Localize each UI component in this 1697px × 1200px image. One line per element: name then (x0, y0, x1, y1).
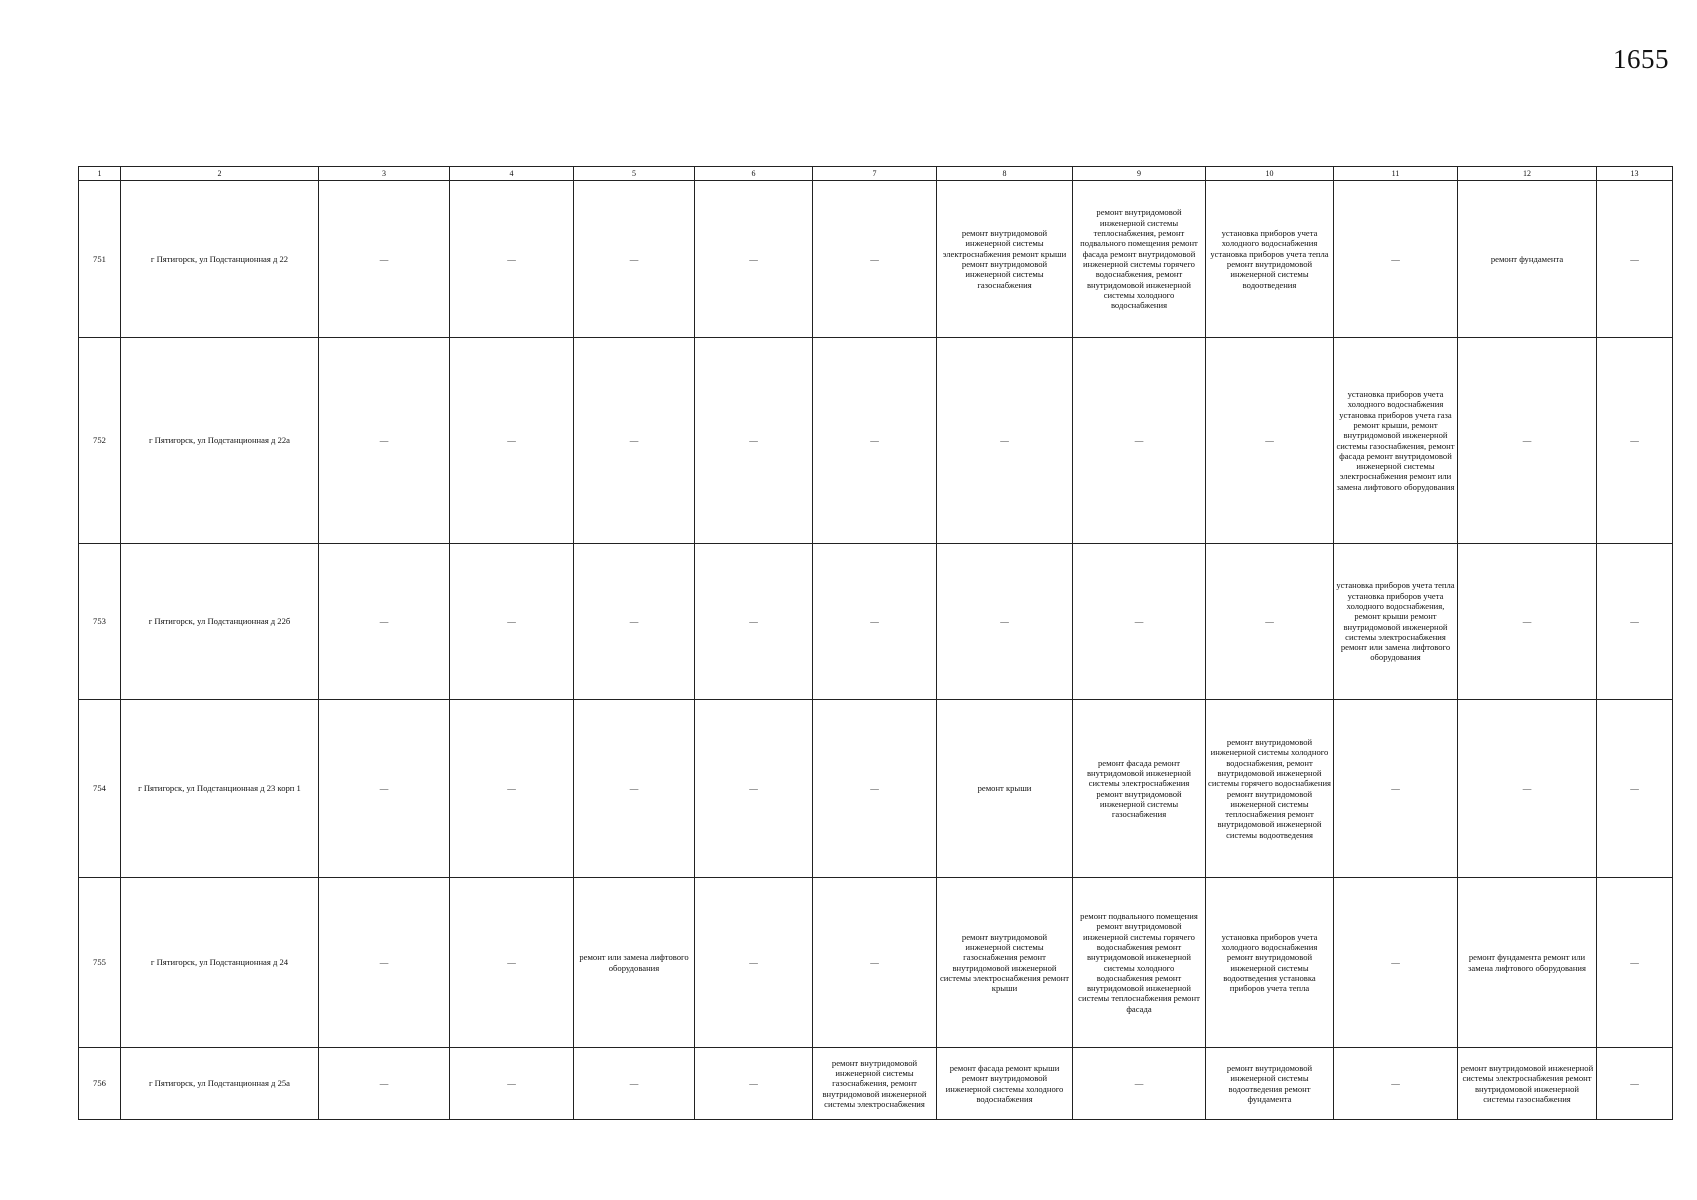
row-number: 751 (79, 181, 121, 338)
column-header: 1 (79, 167, 121, 181)
row-number: 755 (79, 878, 121, 1048)
table-cell: — (1597, 700, 1673, 878)
table-cell: ремонт внутридомовой инженерной системы газоснабжения, ремонт внутридомовой инженерной системы электроснабжения (813, 1048, 937, 1120)
table-cell: ремонт внутридомовой инженерной системы холодного водоснабжения, ремонт внутридомовой инженерной системы горячего водоснабжения ремонт внутридомовой инженерной системы теплоснабжения ремонт внутридомовой инженерной системы водоотведения (1206, 700, 1334, 878)
table-cell: ремонт фундамента ремонт или замена лифтового оборудования (1458, 878, 1597, 1048)
repair-schedule-table (78, 166, 1673, 1120)
table-cell: ремонт фасада ремонт крыши ремонт внутридомовой инженерной системы холодного водоснабжения (937, 1048, 1073, 1120)
column-number-row (79, 167, 1673, 181)
table-cell: — (574, 700, 695, 878)
table-cell: ремонт подвального помещения ремонт внутридомовой инженерной системы горячего водоснабжения ремонт внутридомовой инженерной системы холодного водоснабжения ремонт внутридомовой инженерной системы теплоснабжения ремонт фасада (1073, 878, 1206, 1048)
column-header: 10 (1206, 167, 1334, 181)
table-cell: — (1334, 700, 1458, 878)
table-cell: — (813, 700, 937, 878)
column-header: 12 (1458, 167, 1597, 181)
table-row (79, 338, 1673, 544)
table-row (79, 700, 1673, 878)
row-number: 753 (79, 544, 121, 700)
table-cell: — (574, 338, 695, 544)
row-number: 754 (79, 700, 121, 878)
table-cell: — (695, 1048, 813, 1120)
row-number: 752 (79, 338, 121, 544)
column-header: 6 (695, 167, 813, 181)
address-cell: г Пятигорск, ул Подстанционная д 22б (121, 544, 319, 700)
table-cell: — (1334, 1048, 1458, 1120)
table-cell: — (450, 544, 574, 700)
table-cell: — (1458, 338, 1597, 544)
column-header: 3 (319, 167, 450, 181)
table-cell: — (1597, 181, 1673, 338)
table-cell: — (1597, 544, 1673, 700)
table-cell: — (1458, 544, 1597, 700)
address-cell: г Пятигорск, ул Подстанционная д 23 корп 1 (121, 700, 319, 878)
table-cell: — (1206, 544, 1334, 700)
table-cell: — (1334, 878, 1458, 1048)
table-cell: — (450, 181, 574, 338)
table-cell: — (1206, 338, 1334, 544)
table-cell: — (695, 338, 813, 544)
table-cell: установка приборов учета холодного водоснабжения установка приборов учета газа ремонт крыши, ремонт внутридомовой инженерной системы газоснабжения, ремонт фасада ремонт внутридомовой инженерной системы электроснабжения ремонт или замена лифтового оборудования (1334, 338, 1458, 544)
table-cell: — (319, 181, 450, 338)
table-cell: — (574, 181, 695, 338)
table-cell: — (1597, 878, 1673, 1048)
column-header: 11 (1334, 167, 1458, 181)
column-header: 4 (450, 167, 574, 181)
table-cell: установка приборов учета холодного водоснабжения установка приборов учета тепла ремонт внутридомовой инженерной системы водоотведения (1206, 181, 1334, 338)
table-row (79, 1048, 1673, 1120)
table-cell: установка приборов учета холодного водоснабжения ремонт внутридомовой инженерной системы водоотведения установка приборов учета тепла (1206, 878, 1334, 1048)
table-cell: — (813, 878, 937, 1048)
table-cell: — (695, 181, 813, 338)
table-cell: ремонт фасада ремонт внутридомовой инженерной системы электроснабжения ремонт внутридомовой инженерной системы газоснабжения (1073, 700, 1206, 878)
table-cell: — (450, 878, 574, 1048)
table-cell: ремонт внутридомовой инженерной системы электроснабжения ремонт внутридомовой инженерной системы газоснабжения (1458, 1048, 1597, 1120)
table-cell: — (813, 181, 937, 338)
table-cell: — (937, 544, 1073, 700)
table-cell: ремонт внутридомовой инженерной системы электроснабжения ремонт крыши ремонт внутридомовой инженерной системы газоснабжения (937, 181, 1073, 338)
row-number: 756 (79, 1048, 121, 1120)
table-cell: — (813, 544, 937, 700)
table-cell: — (695, 878, 813, 1048)
table-cell: — (695, 700, 813, 878)
table-cell: установка приборов учета тепла установка приборов учета холодного водоснабжения, ремонт крыши ремонт внутридомовой инженерной системы электроснабжения ремонт или замена лифтового оборудования (1334, 544, 1458, 700)
column-header: 8 (937, 167, 1073, 181)
column-header: 13 (1597, 167, 1673, 181)
table-row (79, 878, 1673, 1048)
table-cell: — (574, 1048, 695, 1120)
address-cell: г Пятигорск, ул Подстанционная д 25а (121, 1048, 319, 1120)
column-header: 7 (813, 167, 937, 181)
table-cell: ремонт фундамента (1458, 181, 1597, 338)
table-cell: ремонт внутридомовой инженерной системы теплоснабжения, ремонт подвального помещения ремонт фасада ремонт внутридомовой инженерной системы горячего водоснабжения, ремонт внутридомовой инженерной системы холодного водоснабжения (1073, 181, 1206, 338)
table-cell: — (1597, 338, 1673, 544)
table-cell: ремонт или замена лифтового оборудования (574, 878, 695, 1048)
table-cell: — (319, 878, 450, 1048)
table-row (79, 181, 1673, 338)
table-cell: — (1073, 544, 1206, 700)
table-cell: — (319, 700, 450, 878)
table-cell: — (1073, 1048, 1206, 1120)
table-cell: — (937, 338, 1073, 544)
table-cell: — (1073, 338, 1206, 544)
address-cell: г Пятигорск, ул Подстанционная д 22 (121, 181, 319, 338)
column-header: 9 (1073, 167, 1206, 181)
table-cell: — (319, 544, 450, 700)
table-cell: — (319, 1048, 450, 1120)
column-header: 2 (121, 167, 319, 181)
table-cell: — (450, 700, 574, 878)
table-cell: — (319, 338, 450, 544)
table-cell: — (450, 1048, 574, 1120)
page-number: 1655 (1613, 44, 1669, 74)
column-header: 5 (574, 167, 695, 181)
table-cell: ремонт внутридомовой инженерной системы газоснабжения ремонт внутридомовой инженерной системы электроснабжения ремонт крыши (937, 878, 1073, 1048)
table-cell: — (813, 338, 937, 544)
table-cell: — (695, 544, 813, 700)
table-cell: — (1458, 700, 1597, 878)
address-cell: г Пятигорск, ул Подстанционная д 24 (121, 878, 319, 1048)
table-cell: ремонт крыши (937, 700, 1073, 878)
address-cell: г Пятигорск, ул Подстанционная д 22а (121, 338, 319, 544)
table-cell: ремонт внутридомовой инженерной системы водоотведения ремонт фундамента (1206, 1048, 1334, 1120)
table-row (79, 544, 1673, 700)
table-cell: — (1334, 181, 1458, 338)
table-cell: — (1597, 1048, 1673, 1120)
table-cell: — (450, 338, 574, 544)
table-cell: — (574, 544, 695, 700)
